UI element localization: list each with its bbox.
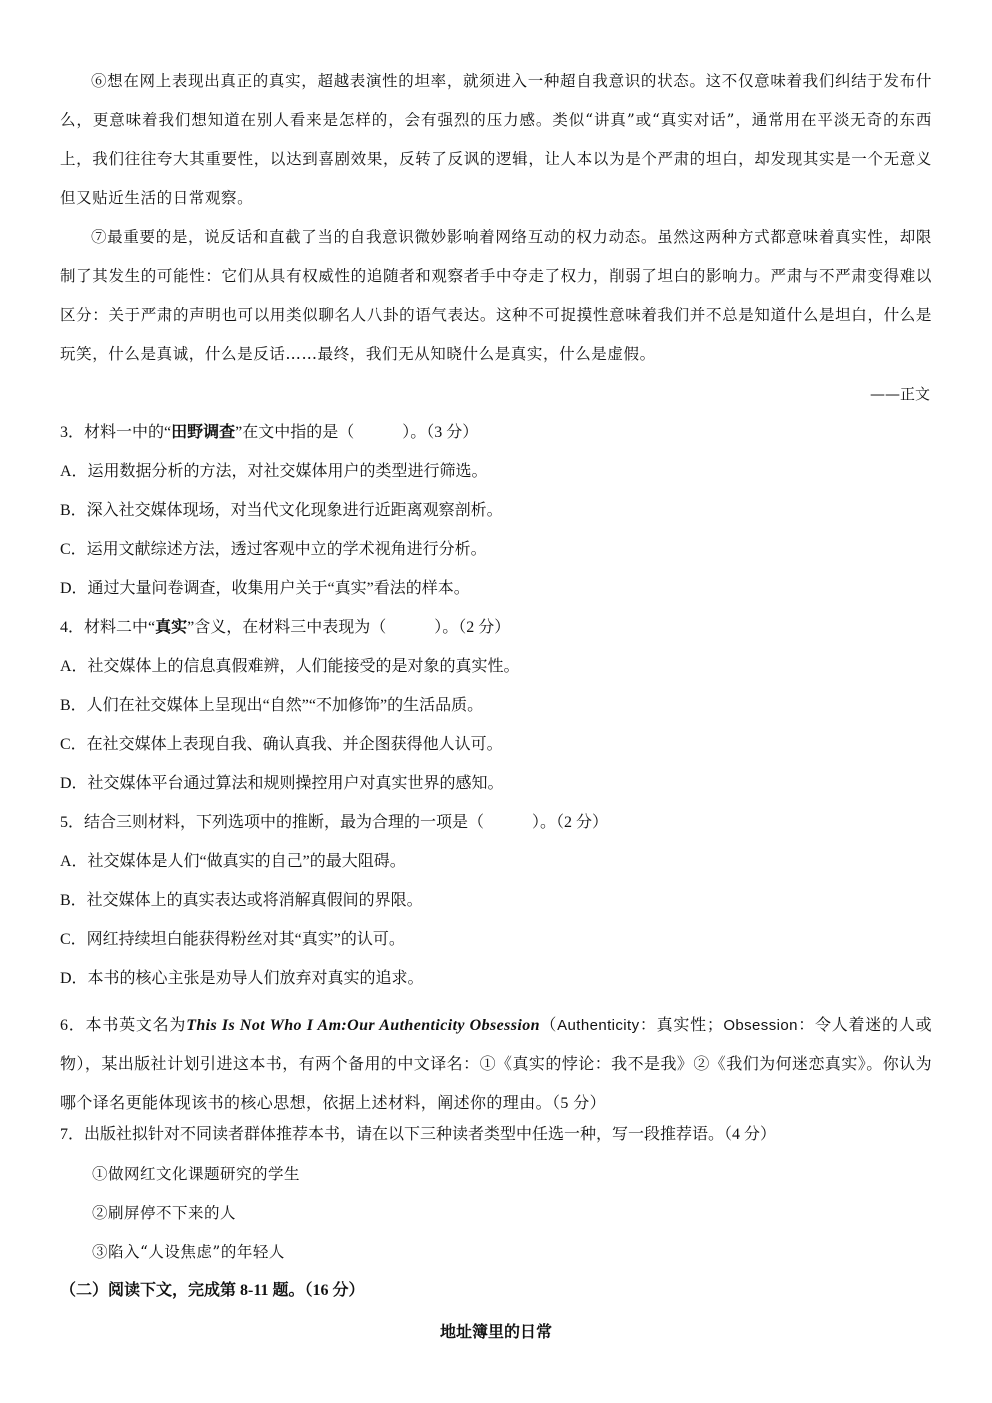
- question-3-stem: 3．材料一中的“田野调查”在文中指的是（ ）。（3 分）: [60, 424, 479, 441]
- question-5-option-d: D．本书的核心主张是劝导人们放弃对真实的追求。: [60, 970, 424, 987]
- passage-paragraph-7: ⑦最重要的是，说反话和直截了当的自我意识微妙影响着网络互动的权力动态。虽然这两种方式都意味着真实性，却限制了其发生的可能性：它们从具有权威性的追随者和观察者手中夺走了权力，削弱了坦白的影响力。严肃与不严肃变得难以区分：关于严肃的声明也可以用类似聊名人八卦的语气表达。这种不可捉摸性意味着我们并不总是知道什么是坦白，什么是玩笑，什么是真诚，什么是反话……最终，我们无从知晓什么是真实，什么是虚假。: [60, 228, 932, 363]
- question-3-option-d: D．通过大量问卷调查，收集用户关于“真实”看法的样本。: [60, 580, 470, 597]
- question-3-keyword: 田野调查: [171, 424, 236, 441]
- question-4-keyword: 真实: [155, 619, 188, 636]
- question-7-stem: 7．出版社拟针对不同读者群体推荐本书，请在以下三种读者类型中任选一种，写一段推荐语。（4 分）: [60, 1126, 777, 1143]
- question-4-option-b: B．人们在社交媒体上呈现出“自然”“不加修饰”的生活品质。: [60, 697, 484, 714]
- question-5-option-a: A．社交媒体是人们“做真实的自己”的最大阻碍。: [60, 853, 406, 870]
- question-7-item-3: ③陷入“人设焦虑”的年轻人: [92, 1243, 285, 1261]
- question-3-option-b: B．深入社交媒体现场，对当代文化现象进行近距离观察剖析。: [60, 502, 503, 519]
- question-5-option-b: B．社交媒体上的真实表达或将消解真假间的界限。: [60, 892, 423, 909]
- question-6: 6．本书英文名为This Is Not Who I Am:Our Authenticity Obsession（Authenticity：真实性；Obsession：令人着迷的人或物），某出版社计划引进这本书，有两个备用的中文译名：①《真实的悖论：我不是我》②《我们为何迷恋真实》。你认为哪个译名更能体现该书的核心思想，依据上述材料，阐述你的理由。（5 分）: [60, 1017, 933, 1112]
- question-5-option-c: C．网红持续坦白能获得粉丝对其“真实”的认可。: [60, 931, 405, 948]
- question-3-option-a: A．运用数据分析的方法，对社交媒体用户的类型进行筛选。: [60, 463, 488, 480]
- question-4-option-c: C．在社交媒体上表现自我、确认真我、并企图获得他人认可。: [60, 736, 503, 753]
- question-7-item-2: ②刷屏停不下来的人: [92, 1204, 237, 1222]
- question-4-option-a: A．社交媒体上的信息真假难辨，人们能接受的是对象的真实性。: [60, 658, 520, 675]
- question-7-item-1: ①做网红文化课题研究的学生: [92, 1165, 301, 1183]
- english-book-title: This Is Not Who I Am:Our Authenticity Obsession: [186, 1017, 540, 1034]
- question-3-option-c: C．运用文献综述方法，透过客观中立的学术视角进行分析。: [60, 541, 487, 558]
- passage-signature: ——正文: [869, 385, 930, 403]
- section-2-article-title: 地址簿里的日常: [439, 1322, 552, 1341]
- question-4-stem: 4．材料二中“真实”含义，在材料三中表现为（ ）。（2 分）: [60, 619, 511, 636]
- passage-paragraph-6: ⑥想在网上表现出真正的真实，超越表演性的坦率，就须进入一种超自我意识的状态。这不仅意味着我们纠结于发布什么，更意味着我们想知道在别人看来是怎样的，会有强烈的压力感。类似“讲真”或“真实对话”，通常用在平淡无奇的东西上，我们往往夸大其重要性，以达到喜剧效果，反转了反讽的逻辑，让人本以为是个严肃的坦白，却发现其实是一个无意义但又贴近生活的日常观察。: [60, 72, 932, 207]
- question-5-stem: 5．结合三则材料，下列选项中的推断，最为合理的一项是（ ）。（2 分）: [60, 814, 609, 831]
- section-2-heading: （二）阅读下文，完成第 8-11 题。（16 分）: [60, 1282, 365, 1299]
- question-4-option-d: D．社交媒体平台通过算法和规则操控用户对真实世界的感知。: [60, 775, 504, 792]
